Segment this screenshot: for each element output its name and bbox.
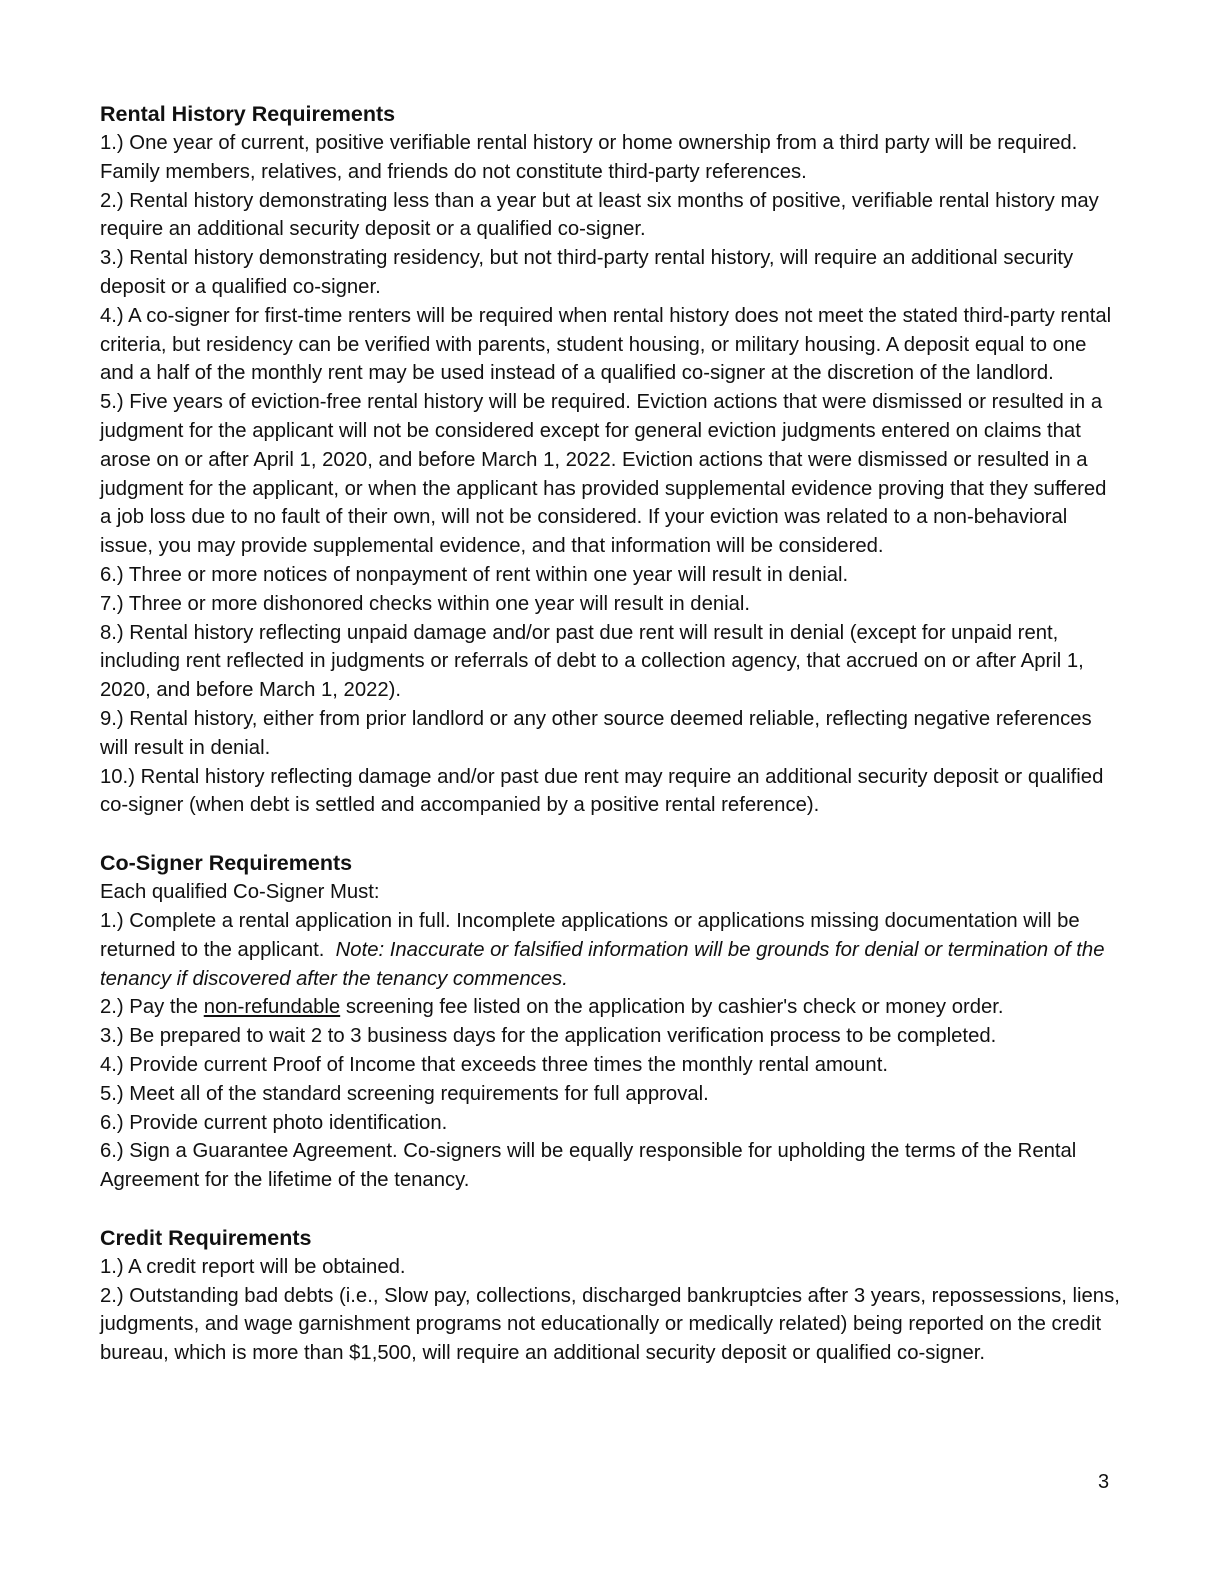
- document-page: [100, 100, 1120, 1368]
- section-gap: [100, 1195, 1120, 1224]
- rental-history-item-6: 6.) Three or more notices of nonpayment of rent within one year will result in denial.: [100, 563, 849, 586]
- non-refundable-text: non-refundable: [203, 996, 341, 1019]
- rental-history-item-8: 8.) Rental history reflecting unpaid damage and/or past due rent will result in denial (except for unpaid rent, including rent reflected in judgments or referrals of debt to a collection agency, that accrued on or after April 1, 2020, and before March 1, 2022).: [100, 621, 1084, 702]
- co-signer-item-1-note: Note: Inaccurate or falsified information will be grounds for denial or termination of the tenancy if discovered after the tenancy commences.: [100, 938, 1105, 990]
- rental-history-item-5: 5.) Five years of eviction-free rental history will be required. Eviction actions that were dismissed or resulted in a judgment for the applicant will not be considered except for general eviction judgments entered on claims that arose on or after April 1, 2020, and before March 1, 2022. Eviction actions that were dismissed or resulted in a judgment for the applicant, or when the applicant has provided supplemental evidence proving that they suffered a job loss due to no fault of their own, will not be considered. If your eviction was related to a non-behavioral issue, you may provide supplemental evidence, and that information will be considered.: [100, 391, 1107, 558]
- co-signer-title: Co-Signer Requirements: [100, 851, 353, 876]
- credit-title: Credit Requirements: [100, 1225, 312, 1250]
- co-signer-item-1: [100, 907, 1120, 993]
- rental-history-item-2: 2.) Rental history demonstrating less than a year but at least six months of positive, verifiable rental history may require an additional security deposit or a qualified co-signer.: [100, 189, 1099, 241]
- co-signer-item-5: 5.) Meet all of the standard screening requirements for full approval.: [100, 1082, 709, 1105]
- rental-history-item-4: 4.) A co-signer for first-time renters will be required when rental history does not meet the stated third-party rental criteria, but residency can be verified with parents, student housing, or military housing. A deposit equal to one and a half of the monthly rent may be used instead of a qualified co-signer at the discretion of the landlord.: [100, 304, 1112, 385]
- co-signer-section: [100, 849, 1120, 1195]
- co-signer-item-2: [100, 993, 1120, 1022]
- co-signer-item-2-prefix: 2.) Pay the: [100, 996, 199, 1019]
- rental-history-section: [100, 100, 1120, 820]
- co-signer-item-4: 4.) Provide current Proof of Income that exceeds three times the monthly rental amount.: [100, 1053, 888, 1076]
- section-gap: [100, 820, 1120, 849]
- credit-section: [100, 1224, 1120, 1368]
- co-signer-item-2-suffix: screening fee listed on the application by cashier's check or money order.: [345, 996, 1004, 1019]
- rental-history-item-7: 7.) Three or more dishonored checks within one year will result in denial.: [100, 592, 751, 615]
- rental-history-item-3: 3.) Rental history demonstrating residency, but not third-party rental history, will require an additional security deposit or a qualified co-signer.: [100, 247, 1074, 298]
- rental-history-title: Rental History Requirements: [100, 102, 396, 126]
- co-signer-item-7: 6.) Sign a Guarantee Agreement. Co-signers will be equally responsible for upholding the terms of the Rental Agreement for the lifetime of the tenancy.: [100, 1140, 1077, 1192]
- co-signer-item-6: 6.) Provide current photo identification.: [100, 1111, 448, 1134]
- page-number: 3: [1098, 1471, 1110, 1493]
- rental-history-item-10: 10.) Rental history reflecting damage and/or past due rent may require an additional security deposit or qualified co-signer (when debt is settled and accompanied by a positive rental reference).: [100, 765, 1104, 817]
- rental-history-item-1: 1.) One year of current, positive verifiable rental history or home ownership from a third party will be required. Family members, relatives, and friends do not constitute third-party references.: [100, 132, 1078, 183]
- co-signer-item-3: 3.) Be prepared to wait 2 to 3 business days for the application verification process to be completed.: [100, 1025, 997, 1048]
- co-signer-item-1-text: 1.) Complete a rental application in full. Incomplete applications or applications missing documentation will be returned to the applicant.: [100, 909, 1080, 961]
- rental-history-item-9: 9.) Rental history, either from prior landlord or any other source deemed reliable, reflecting negative references will result in denial.: [100, 707, 1092, 759]
- co-signer-intro: Each qualified Co-Signer Must:: [100, 881, 380, 904]
- credit-item-1: 1.) A credit report will be obtained.: [100, 1255, 406, 1278]
- credit-item-2: 2.) Outstanding bad debts (i.e., Slow pay, collections, discharged bankruptcies after 3 years, repossessions, liens, judgments, and wage garnishment programs not educationally or medically related) being reported on the credit bureau, which is more than $1,500, will require an additional security deposit or qualified co-signer.: [100, 1284, 1120, 1365]
